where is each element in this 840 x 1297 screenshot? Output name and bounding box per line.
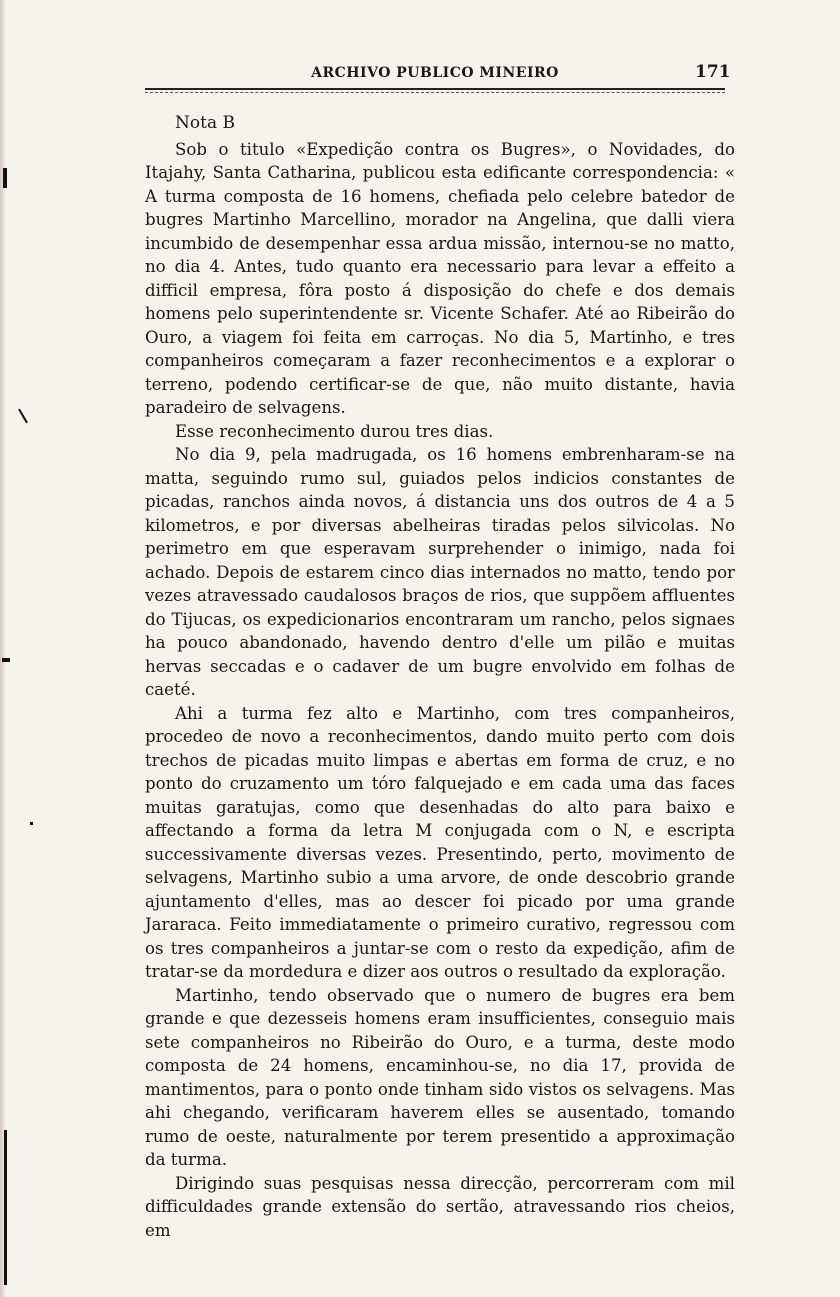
body-text [145,112,735,1242]
page-number: 171 [695,62,731,82]
margin-mark [2,658,10,662]
margin-mark [4,1130,7,1285]
margin-mark [18,409,28,424]
page-edge [0,0,6,1297]
page-header [0,60,840,90]
header-rule [145,88,725,90]
header-rule-dotted [145,92,725,93]
margin-mark [30,822,33,825]
paragraph: Ahi a turma fez alto e Martinho, com tres companheiros, procedeo de novo a reconhecimentos, dando muito perto com dois trechos de picadas muito limpas e abertas em forma de cruz, e no ponto do cruzamento um tóro falquejado e em cada uma das faces muitas garatujas, como que desenhadas do alto para baixo e affectando a forma da letra M conjugada com o N, e escripta successivamente diversas vezes. Presentindo, perto, movimento de selvagens, Martinho subio a uma arvore, de onde descobrio grande ajuntamento d'elles, mas ao descer foi picado por uma grande Jararaca. Feito immediatamente o primeiro curativo, regressou com os tres companheiros a juntar-se com o resto da expedição, afim de tratar-se da mordedura e dizer aos outros o resultado da exploração. [145,703,735,981]
paragraph: Sob o titulo «Expedição contra os Bugres», o Novidades, do Itajahy, Santa Catharina, publicou esta edificante correspondencia: « A turma composta de 16 homens, chefiada pelo celebre batedor de bugres Martinho Marcellino, morador na Angelina, que dalli viera incumbido de desempenhar essa ardua missão, internou-se no matto, no dia 4. Antes, tudo quanto era necessario para levar a effeito a difficil empresa, fôra posto á disposição do chefe e dos demais homens pelo superintendente sr. Vicente Schafer. Até ao Ribeirão do Ouro, a viagem foi feita em carroças. No dia 5, Martinho, e tres companheiros começaram a fazer reconhecimentos e a explorar o terreno, podendo certificar-se de que, não muito distante, havia paradeiro de selvagens. [145,139,735,417]
paragraph: Martinho, tendo observado que o numero de bugres era bem grande e que dezesseis homens eram insufficientes, conseguio mais sete companheiros no Ribeirão do Ouro, e a turma, deste modo composta de 24 homens, encaminhou-se, no dia 17, provida de mantimentos, para o ponto onde tinham sido vistos os selvagens. Mas ahi chegando, verificaram haverem elles se ausentado, tomando rumo de oeste, naturalmente por terem presentido a approximação da turma. [145,985,735,1169]
paragraph: Esse reconhecimento durou tres dias. [175,421,494,441]
paragraph: Dirigindo suas pesquisas nessa direcção, percorreram com mil difficuldades grande extensão do sertão, atravessando rios cheios, em [145,1173,735,1240]
margin-mark [3,168,7,188]
paragraph: No dia 9, pela madrugada, os 16 homens embrenharam-se na matta, seguindo rumo sul, guiados pelos indicios constantes de picadas, ranchos ainda novos, á distancia uns dos outros de 4 a 5 kilometros, e por diversas abelheiras tiradas pelos silvicolas. No perimetro em que esperavam surprehender o inimigo, nada foi achado. Depois de estarem cinco dias internados no matto, tendo por vezes atravessado caudalosos braços de rios, que suppõem affluentes do Tijucas, os expedicionarios encontraram um rancho, pelos signaes ha pouco abandonado, havendo dentro d'elle um pilão e muitas hervas seccadas e o cadaver de um bugre envolvido em folhas de caeté. [145,445,735,699]
note-title: Nota B [175,113,235,133]
running-title: ARCHIVO PUBLICO MINEIRO [311,65,559,81]
